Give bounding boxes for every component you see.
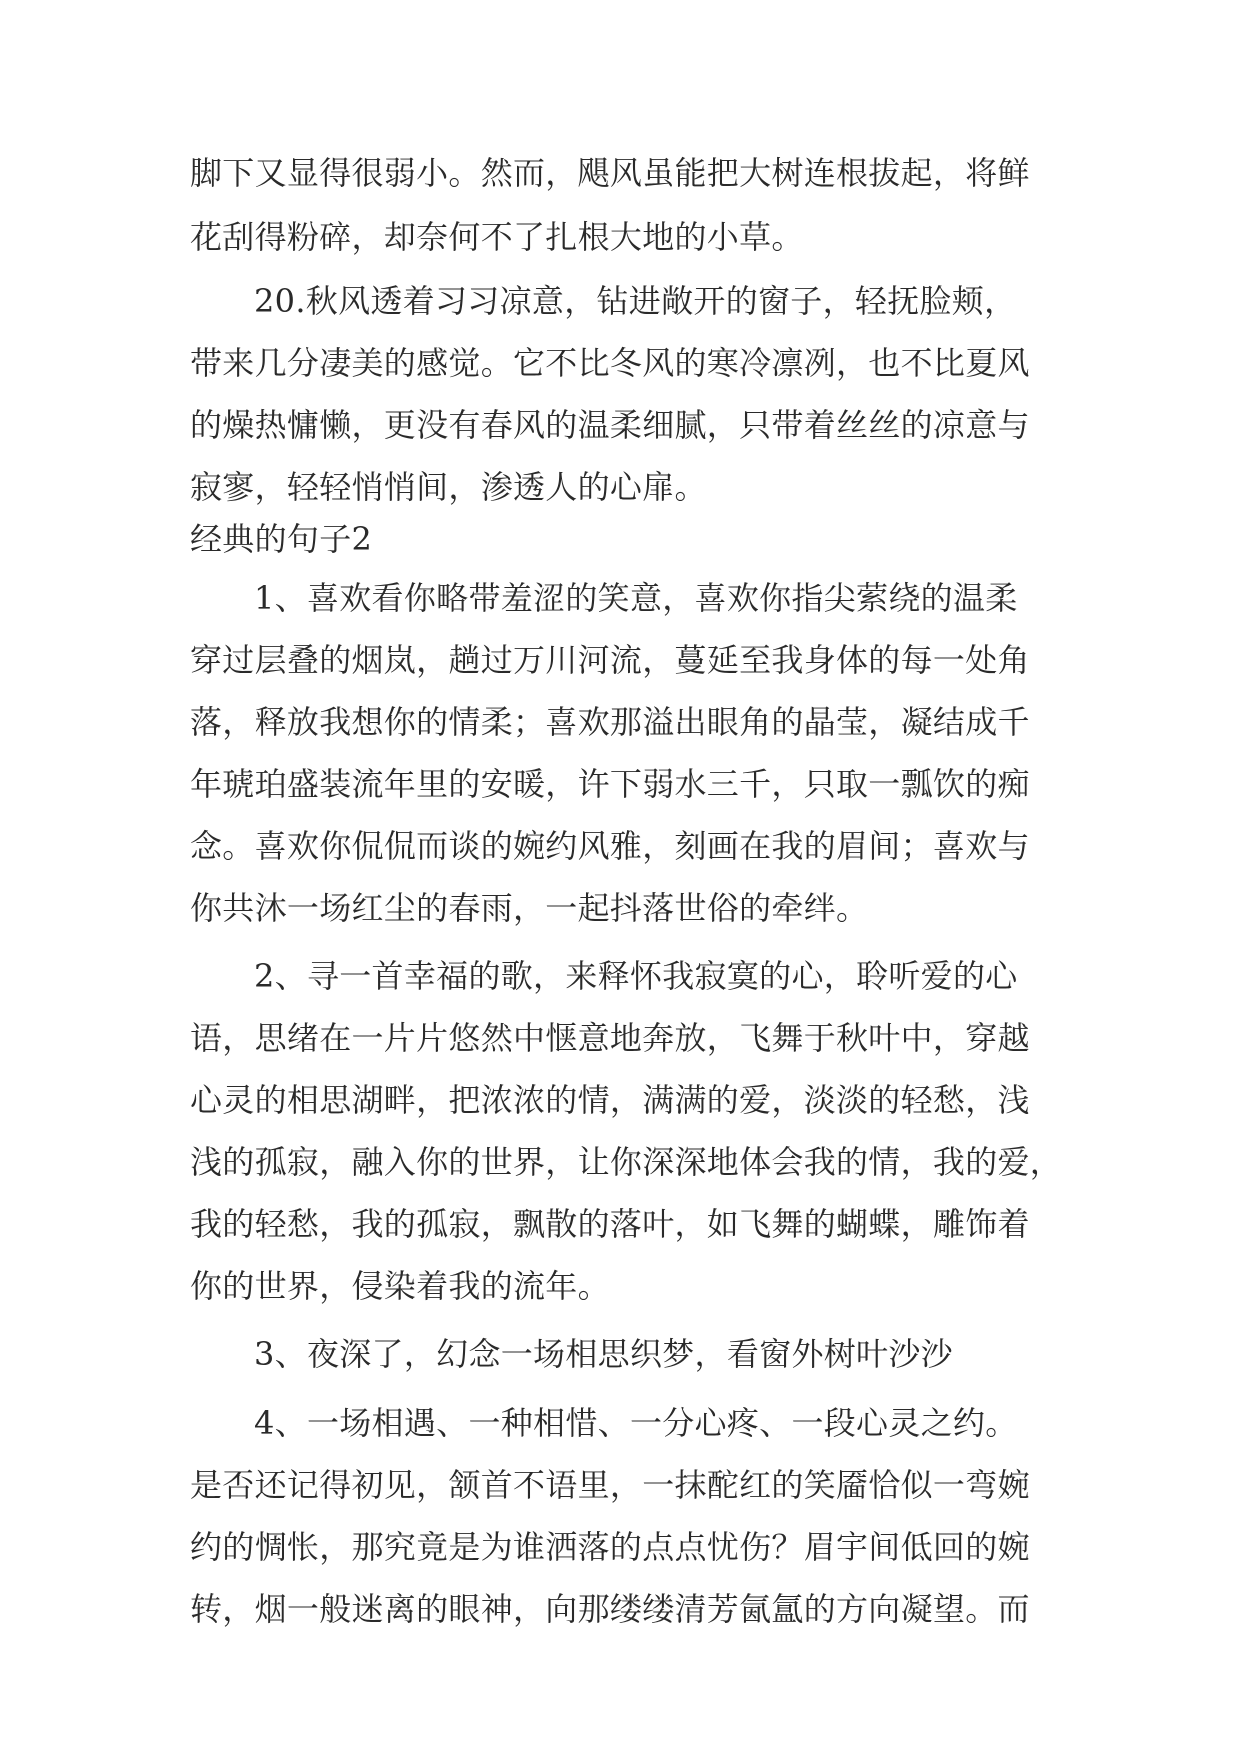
text-line: 的燥热慵懒，更没有春风的温柔细腻，只带着丝丝的凉意与 bbox=[190, 406, 1030, 444]
text-line: 穿过层叠的烟岚，趟过万川河流，蔓延至我身体的每一处角 bbox=[190, 641, 1030, 679]
text-line: 浅的孤寂，融入你的世界，让你深深地体会我的情，我的爱， bbox=[190, 1143, 1063, 1181]
text-line: 你共沐一场红尘的春雨，一起抖落世俗的牵绊。 bbox=[190, 889, 869, 927]
text-line: 年琥珀盛装流年里的安暖，许下弱水三千，只取一瓢饮的痴 bbox=[190, 765, 1030, 803]
section-heading: 经典的句子2 bbox=[190, 520, 373, 558]
text-line: 是否还记得初见，颔首不语里，一抹酡红的笑靥恰似一弯婉 bbox=[190, 1466, 1030, 1504]
text-line: 脚下又显得很弱小。然而，飓风虽能把大树连根拔起，将鲜 bbox=[190, 154, 1030, 192]
text-line: 2、寻一首幸福的歌，来释怀我寂寞的心，聆听爱的心 bbox=[254, 957, 1018, 995]
text-line: 带来几分凄美的感觉。它不比冬风的寒冷凛冽，也不比夏风 bbox=[190, 344, 1030, 382]
text-line: 心灵的相思湖畔，把浓浓的情，满满的爱，淡淡的轻愁，浅 bbox=[190, 1081, 1030, 1119]
text-line: 落，释放我想你的情柔；喜欢那溢出眼角的晶莹，凝结成千 bbox=[190, 703, 1030, 741]
text-line: 我的轻愁，我的孤寂，飘散的落叶，如飞舞的蝴蝶，雕饰着 bbox=[190, 1205, 1030, 1243]
text-line: 寂寥，轻轻悄悄间，渗透人的心扉。 bbox=[190, 468, 707, 506]
text-line: 3、夜深了，幻念一场相思织梦，看窗外树叶沙沙 bbox=[254, 1335, 953, 1373]
text-line: 念。喜欢你侃侃而谈的婉约风雅，刻画在我的眉间；喜欢与 bbox=[190, 827, 1030, 865]
text-line: 20.秋风透着习习凉意，钻进敞开的窗子，轻抚脸颊， bbox=[254, 282, 1017, 320]
text-line: 语，思绪在一片片悠然中惬意地奔放，飞舞于秋叶中，穿越 bbox=[190, 1019, 1030, 1057]
text-line: 约的惆怅，那究竟是为谁洒落的点点忧伤？眉宇间低回的婉 bbox=[190, 1528, 1030, 1566]
text-line: 1、喜欢看你略带羞涩的笑意，喜欢你指尖萦绕的温柔 bbox=[254, 579, 1018, 617]
text-line: 花刮得粉碎，却奈何不了扎根大地的小草。 bbox=[190, 218, 804, 256]
text-line: 你的世界，侵染着我的流年。 bbox=[190, 1267, 610, 1305]
text-line: 转，烟一般迷离的眼神，向那缕缕清芳氤氲的方向凝望。而 bbox=[190, 1590, 1030, 1628]
text-line: 4、一场相遇、一种相惜、一分心疼、一段心灵之约。 bbox=[254, 1404, 1018, 1442]
